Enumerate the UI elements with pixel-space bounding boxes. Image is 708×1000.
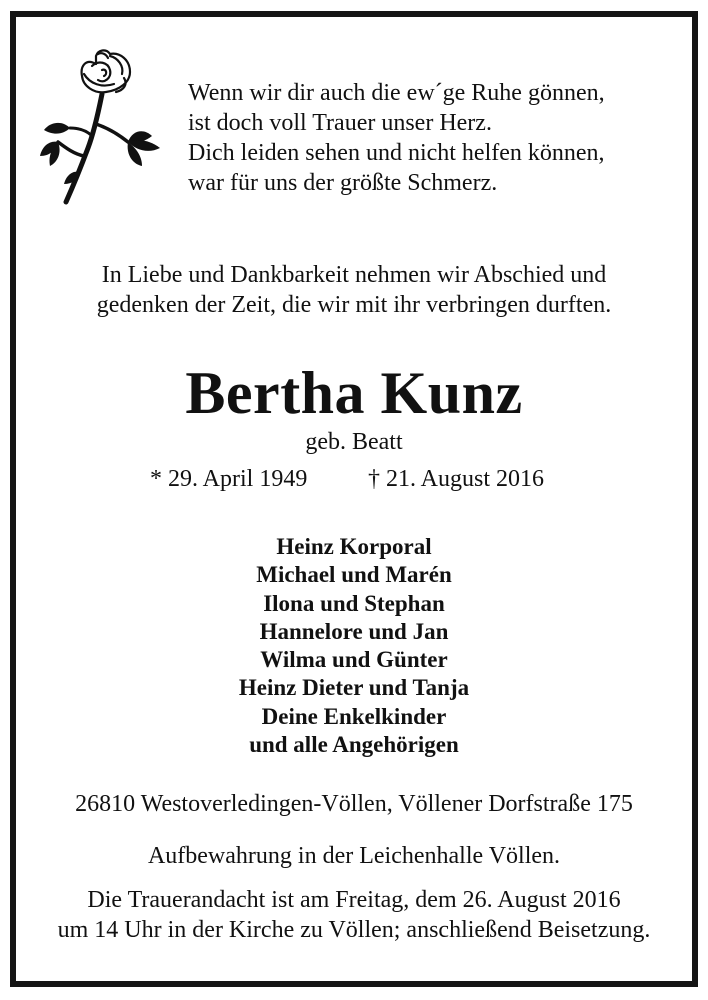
mourner: Michael und Marén	[256, 562, 452, 588]
rose-icon	[36, 44, 168, 206]
funeral-info-line: Die Trauerandacht ist am Freitag, dem 26. August 2016	[87, 887, 621, 913]
maiden-name: geb. Beatt	[305, 429, 403, 455]
funeral-info-line: um 14 Uhr in der Kirche zu Völlen; anschließend Beisetzung.	[57, 917, 651, 943]
funeral-info	[30, 841, 678, 945]
mourner: Heinz Dieter und Tanja	[238, 675, 470, 701]
mourner: Ilona und Stephan	[263, 590, 445, 616]
poem-line: war für uns der größte Schmerz.	[188, 170, 498, 196]
poem-line: Wenn wir dir auch die ew´ge Ruhe gönnen,	[188, 80, 605, 106]
mourner: und alle Angehörigen	[249, 732, 459, 758]
farewell-text	[30, 260, 678, 320]
deceased-name: Bertha Kunz	[185, 360, 523, 426]
mourner: Heinz Korporal	[276, 534, 432, 559]
poem-line: Dich leiden sehen und nicht helfen können,	[188, 140, 605, 166]
farewell-line: In Liebe und Dankbarkeit nehmen wir Abschied und	[101, 262, 607, 288]
poem	[188, 78, 668, 198]
birth-date: * 29. April 1949	[150, 466, 308, 492]
mourner: Hannelore und Jan	[259, 618, 449, 644]
farewell-line: gedenken der Zeit, die wir mit ihr verbringen durften.	[96, 292, 612, 318]
funeral-info-line: Aufbewahrung in der Leichenhalle Völlen.	[147, 843, 561, 869]
mourners-list	[30, 533, 678, 759]
family-address: 26810 Westoverledingen-Völlen, Völlener Dorfstraße 175	[75, 791, 633, 817]
death-date: † 21. August 2016	[368, 466, 545, 492]
mourner: Deine Enkelkinder	[261, 703, 447, 729]
mourner: Wilma und Günter	[260, 647, 448, 673]
poem-line: ist doch voll Trauer unser Herz.	[188, 110, 492, 136]
